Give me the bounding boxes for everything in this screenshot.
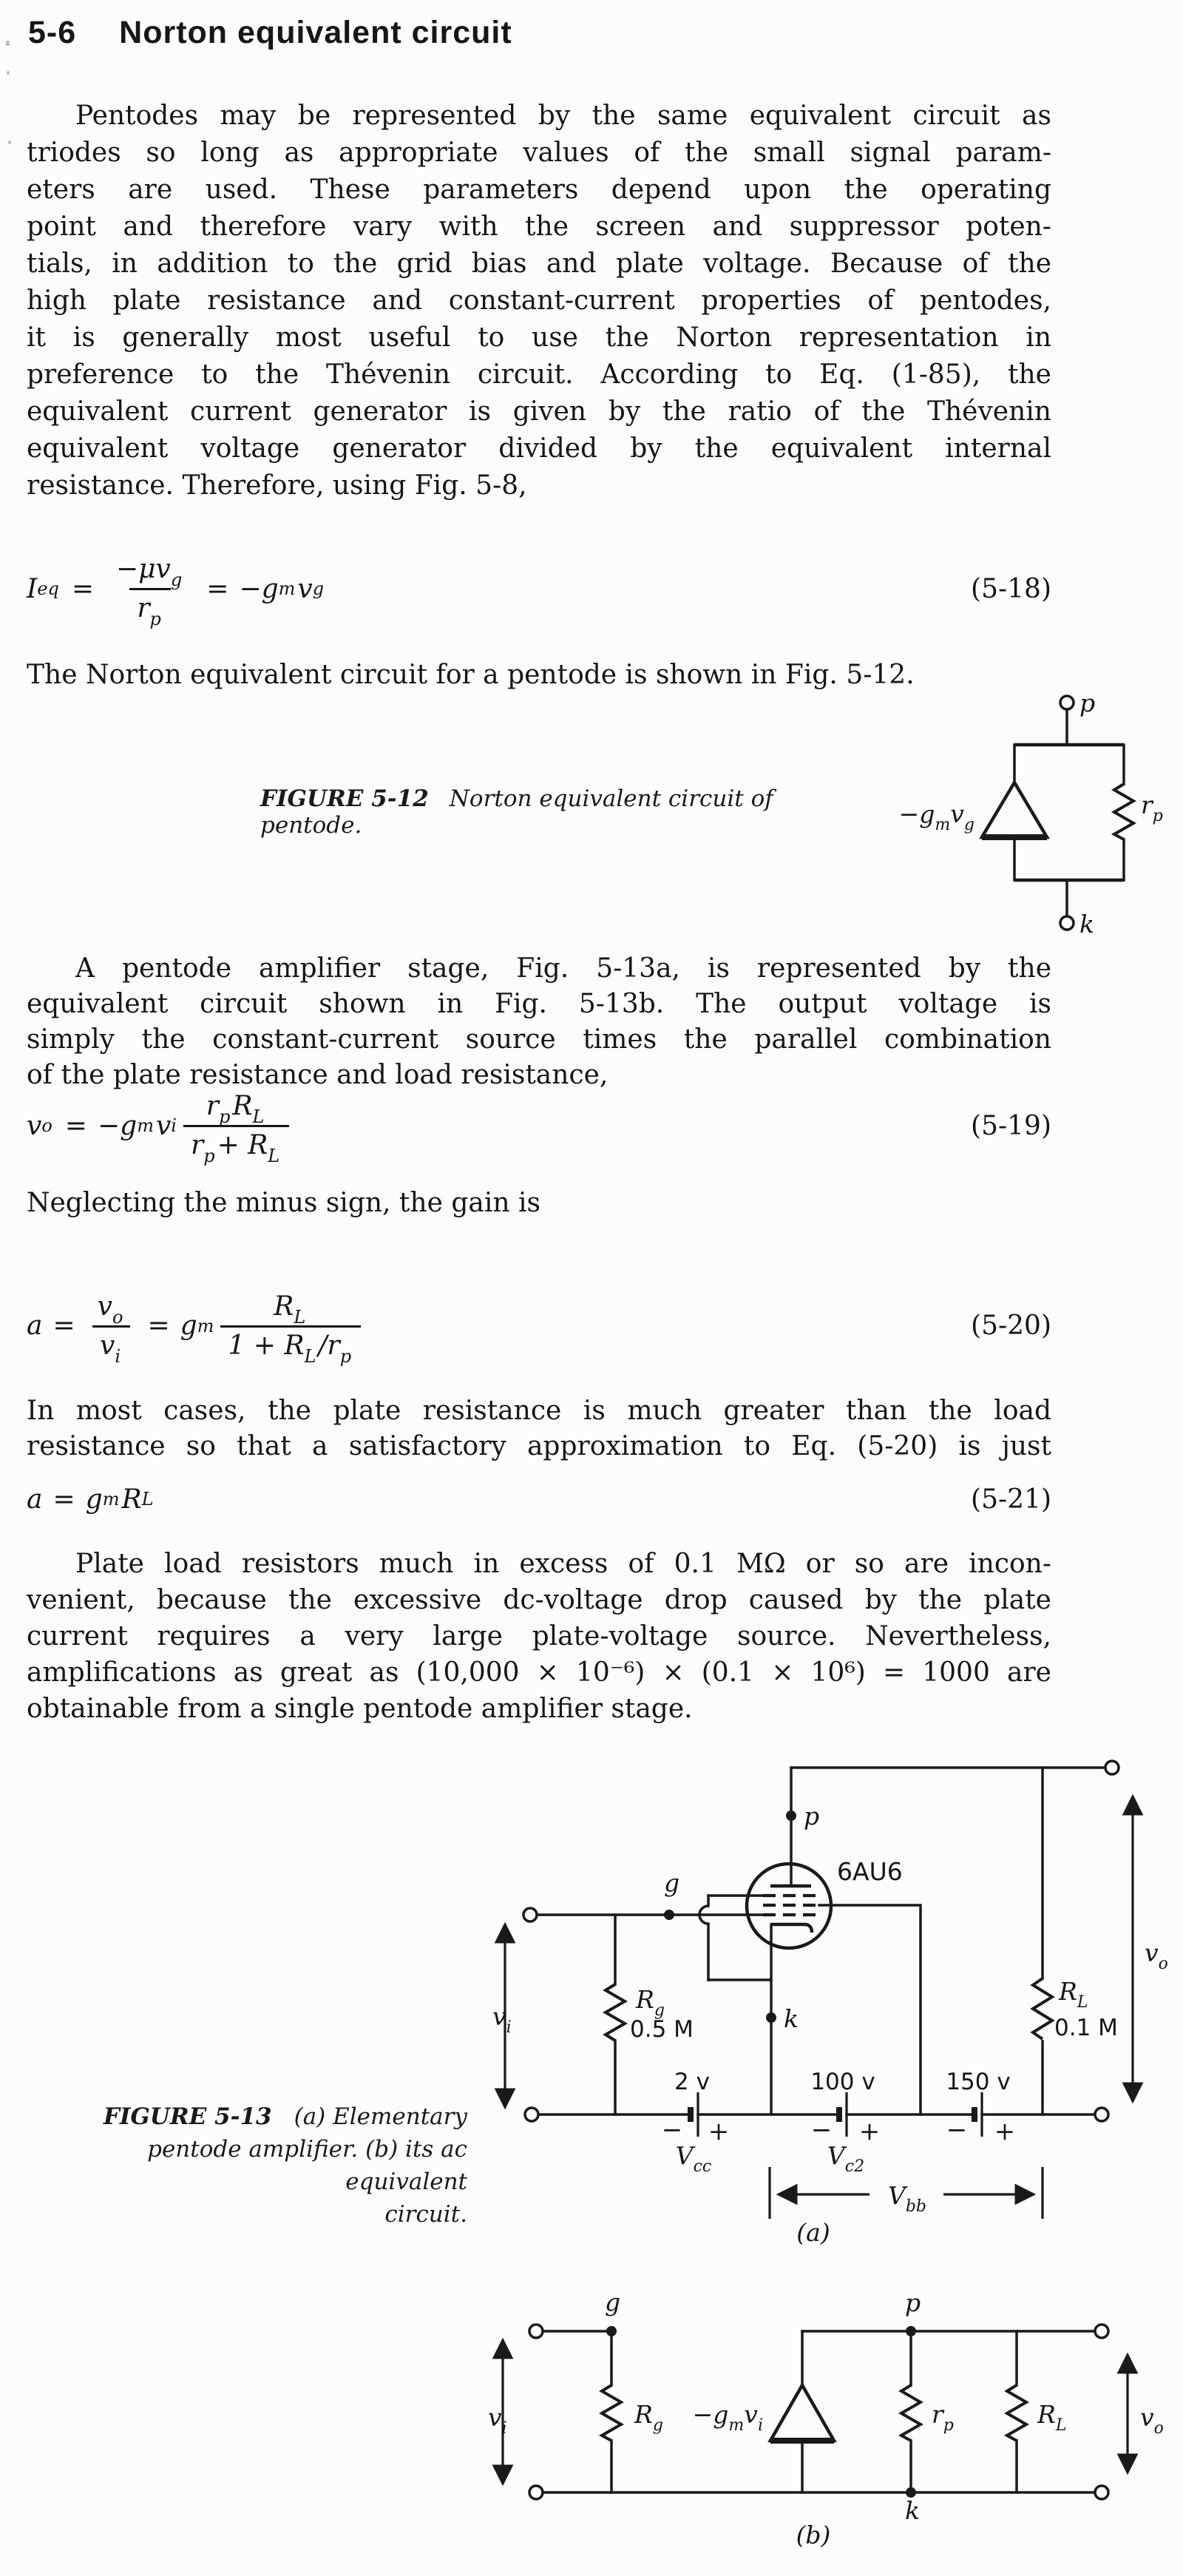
text-line: equivalent voltage generator divided by the equivalent internal — [27, 433, 1051, 464]
minus-sign: − — [661, 2115, 683, 2145]
label-vbb: $V_{bb}$ — [887, 2181, 927, 2216]
equation-5-19: v o = −g m v i $\frac{r_pR_L}{r_p+ R_L}$ (5-19) — [27, 1091, 1051, 1166]
node-p — [906, 2326, 916, 2336]
label-vi: $v_i$ — [488, 2403, 507, 2438]
label-p: p — [905, 2288, 921, 2317]
wires — [523, 1761, 1119, 2121]
equals-sign: = — [147, 1311, 170, 1341]
figure-5-13b-circuit — [458, 2285, 1183, 2576]
section-number: 5-6 — [28, 15, 77, 50]
figure-5-13a-circuit — [458, 1753, 1183, 2263]
label-rp: $r_p$ — [1141, 791, 1163, 825]
current-source-triangle — [982, 782, 1047, 837]
equals-sign: = — [52, 1484, 75, 1515]
label-k: k — [905, 2496, 920, 2525]
battery-vcc — [691, 2092, 698, 2137]
text-line: Neglecting the minus sign, the gain is — [27, 1188, 540, 1218]
label-2v: 2 v — [674, 2069, 710, 2095]
label-rg-value: 0.5 M — [630, 2016, 694, 2043]
label-tube-type: 6AU6 — [837, 1857, 903, 1886]
scan-artifact — [6, 41, 10, 46]
label-rg: $R_g$ — [634, 2400, 663, 2435]
paragraph-4 — [27, 1546, 1051, 1727]
node-p — [786, 1811, 796, 1821]
label-vo: $v_o$ — [1145, 1938, 1168, 1973]
scan-artifact — [7, 71, 10, 75]
label-p: p — [1079, 689, 1096, 717]
label-rl: $R_L$ — [1059, 1977, 1088, 2012]
caption-text: (a) Elementary — [294, 2103, 467, 2130]
equation-number: (5-19) — [971, 1110, 1051, 1141]
text-line: obtainable from a single pentode amplifier stage. — [27, 1694, 693, 1724]
text-line: Pentodes may be represented by the same equivalent circuit as — [75, 101, 1051, 131]
battery-150v — [974, 2092, 982, 2137]
label-gmvi: $-g_mv_i$ — [692, 2400, 763, 2435]
terminal-output-top — [1095, 2325, 1108, 2338]
resistor-rl — [1033, 1978, 1052, 2039]
fraction: $\frac{v_o}{v_i}$ — [90, 1291, 133, 1361]
resistor-rg — [602, 2385, 621, 2441]
equation-5-18: I eq = $\frac{-\mu v_g}{r_p}$ = −g m v g (5-18) — [27, 554, 1051, 629]
text-line: equivalent current generator is given by the ratio of the Thévenin — [27, 396, 1051, 427]
numerator: $-\mu v_g$ — [115, 554, 183, 590]
text-line: it is generally most useful to use the Norton representation in — [27, 322, 1051, 353]
plus-sign: + — [994, 2117, 1016, 2146]
text-line: tials, in addition to the grid bias and plate voltage. Because of the — [27, 249, 1051, 279]
tube-cathode — [771, 1924, 812, 1933]
equation-number: (5-21) — [971, 1484, 1051, 1515]
text-line: preference to the Thévenin circuit. According to Eq. (1-85), the — [27, 359, 1051, 390]
text-line: equivalent circuit shown in Fig. 5-13b. The output voltage is — [27, 989, 1051, 1019]
equation-number: (5-18) — [971, 573, 1051, 604]
resistor-rg — [606, 1984, 625, 2041]
paragraph-3 — [27, 1393, 1051, 1464]
label-150v: 150 v — [946, 2069, 1011, 2095]
text-line: resistance so that a satisfactory approximation to Eq. (5-20) is just — [27, 1431, 1051, 1461]
gain-intro — [27, 1185, 1051, 1222]
equals-sign: = — [64, 1110, 87, 1141]
text-line: resistance. Therefore, using Fig. 5-8, — [27, 470, 527, 501]
terminal-k — [1060, 916, 1074, 930]
paragraph-2 — [27, 951, 1051, 1093]
minus-sign: − — [810, 2115, 833, 2145]
label-rp: $r_p$ — [932, 2400, 954, 2435]
node-k — [766, 2012, 776, 2023]
label-k: k — [1079, 910, 1094, 939]
fraction — [109, 554, 191, 629]
eq-term: −g — [239, 573, 279, 604]
caption-text: pentode amplifier. (b) its ac equivalent — [147, 2136, 467, 2195]
label-rl: $R_L$ — [1037, 2400, 1067, 2435]
terminal-bottom-right — [1095, 2108, 1108, 2121]
label-p: p — [804, 1802, 820, 1830]
plus-sign: + — [858, 2117, 881, 2146]
text-line: high plate resistance and constant-current properties of pentodes, — [27, 285, 1051, 316]
text-line: of the plate resistance and load resistance, — [27, 1060, 609, 1090]
label-vc2: $V_{c2}$ — [827, 2141, 865, 2176]
label-k: k — [784, 2004, 799, 2033]
node-g — [664, 1910, 674, 1920]
fraction: $\frac{r_pR_L}{r_p+ R_L}$ — [183, 1091, 289, 1160]
eq-term: I — [27, 573, 38, 604]
plus-sign: + — [708, 2117, 730, 2146]
equals-sign: = — [52, 1311, 75, 1341]
label-rl-value: 0.1 M — [1054, 2015, 1118, 2041]
subfigure-b-tag: (b) — [796, 2521, 831, 2549]
current-source-triangle — [770, 2385, 834, 2441]
equals-sign: = — [71, 573, 94, 604]
text-line: triodes so long as appropriate values of the small signal param- — [27, 138, 1051, 168]
scan-artifact — [8, 141, 11, 144]
terminal-p — [1060, 696, 1074, 709]
terminal-input-top — [529, 2325, 543, 2338]
node-g — [606, 2326, 617, 2336]
equation-number: (5-20) — [971, 1311, 1051, 1341]
label-vo: $v_o$ — [1140, 2403, 1164, 2438]
terminal-input — [523, 1908, 537, 1921]
text-line: simply the constant-current source times the parallel combination — [27, 1024, 1051, 1055]
text-line: venient, because the excessive dc-voltage drop caused by the plate — [27, 1585, 1051, 1615]
caption-label: FIGURE 5-13 — [103, 2103, 272, 2130]
label-gmvg: $-g_mv_g$ — [898, 799, 974, 834]
label-vi: $v_i$ — [492, 2002, 512, 2037]
text-line: The Norton equivalent circuit for a pentode is shown in Fig. 5-12. — [27, 660, 915, 690]
text-line: current requires a very large plate-voltage source. Nevertheless, — [27, 1621, 1051, 1652]
text-line: point and therefore vary with the screen and suppressor poten- — [27, 212, 1051, 242]
equals-sign: = — [206, 573, 229, 604]
terminal-bottom-left — [525, 2108, 538, 2121]
equation-5-21: a = g m R L (5-21) — [27, 1484, 1051, 1515]
terminal-input-bottom — [529, 2486, 543, 2499]
text-line: amplifications as great as (10,000 × 10⁻⁶) × (0.1 × 10⁶) = 1000 are — [27, 1657, 1051, 1688]
figure-5-12-circuit — [850, 666, 1183, 954]
subfigure-a-tag: (a) — [796, 2218, 830, 2247]
figure-5-13-caption — [74, 2100, 467, 2231]
text-line: eters are used. These parameters depend upon the operating — [27, 175, 1051, 205]
equation-5-20: a = $\frac{v_o}{v_i}$ = g m $\frac{R_L}{1 + R_L/r_p}$ (5-20) — [27, 1291, 1051, 1367]
figure-5-12-caption — [260, 785, 874, 839]
paragraph-1 — [27, 98, 1051, 504]
denominator: $r_p$ — [129, 588, 171, 623]
text-line: Plate load resistors much in excess of 0.1 MΩ or so are incon- — [75, 1549, 1051, 1579]
minus-sign: − — [946, 2115, 968, 2145]
text-line: A pentode amplifier stage, Fig. 5-13a, is represented by the — [75, 953, 1051, 984]
resistor-rp — [901, 2385, 921, 2441]
caption-text: circuit. — [384, 2201, 467, 2228]
resistor-rl — [1007, 2385, 1026, 2441]
caption-text: Norton equivalent circuit of pentode. — [260, 785, 773, 839]
caption-label: FIGURE 5-12 — [260, 785, 429, 812]
text-line: In most cases, the plate resistance is much greater than the load — [27, 1396, 1051, 1426]
label-vcc: $V_{cc}$ — [675, 2141, 712, 2176]
fraction: $\frac{R_L}{1 + R_L/r_p}$ — [220, 1291, 361, 1361]
terminal-output-top — [1105, 1761, 1119, 1774]
label-g: g — [605, 2288, 621, 2316]
terminal-output-bottom — [1095, 2486, 1108, 2499]
label-g: g — [664, 1868, 680, 1897]
label-100v: 100 v — [810, 2069, 875, 2095]
label-rg: $R_g$ — [636, 1985, 665, 2020]
section-title: Norton equivalent circuit — [119, 15, 512, 50]
battery-vc2 — [839, 2092, 847, 2137]
resistor-rp — [1114, 784, 1133, 839]
section-header — [28, 15, 512, 51]
